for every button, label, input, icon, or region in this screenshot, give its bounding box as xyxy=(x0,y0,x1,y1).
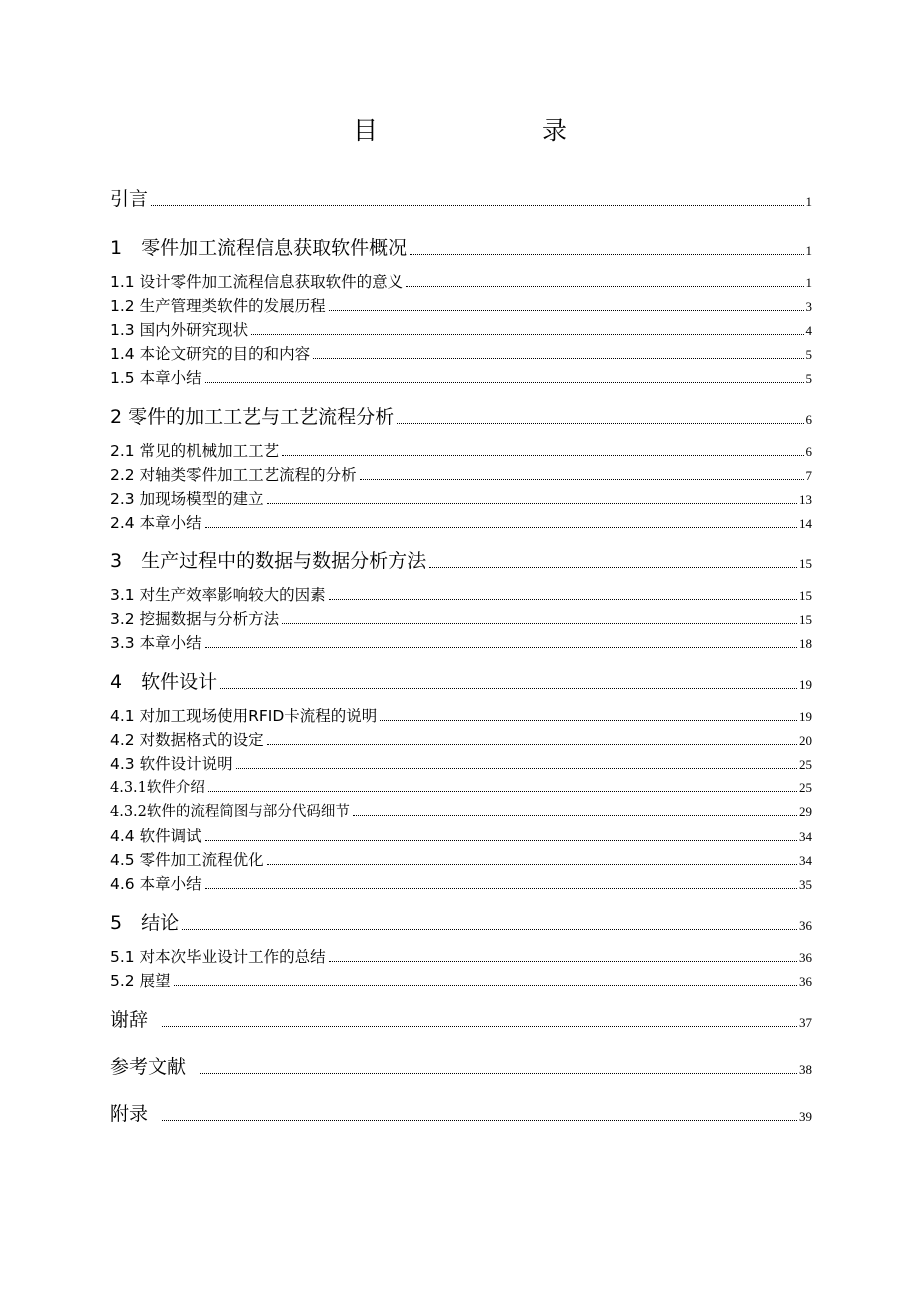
toc-entry-3-1[interactable] xyxy=(110,583,812,605)
toc-page-number: 1 xyxy=(805,194,812,209)
toc-entry-5-2[interactable] xyxy=(110,969,812,991)
dot-leader xyxy=(380,720,797,721)
toc-entry-text: 5.1 对本次毕业设计工作的总结 xyxy=(110,948,326,966)
toc-entry-text: 谢辞 xyxy=(110,1009,149,1031)
toc-entry-text: 1.5 本章小结 xyxy=(110,369,202,387)
toc-page-number: 13 xyxy=(799,492,812,507)
toc-title: 目 录 xyxy=(352,116,605,145)
toc-page-number: 37 xyxy=(799,1015,812,1030)
toc-page-number: 5 xyxy=(805,371,812,386)
toc-page-number: 34 xyxy=(799,829,812,844)
toc-entry-text: 4.5 零件加工流程优化 xyxy=(110,851,264,869)
dot-leader xyxy=(205,647,797,648)
toc-page-number: 6 xyxy=(805,444,812,459)
dot-leader xyxy=(174,985,797,986)
dot-leader xyxy=(267,503,797,504)
dot-leader xyxy=(406,286,803,287)
dot-leader xyxy=(205,382,804,383)
toc-page-number: 15 xyxy=(799,612,812,627)
toc-entry-text: 2.4 本章小结 xyxy=(110,514,202,532)
toc-page-number: 1 xyxy=(805,243,812,258)
toc-page-number: 14 xyxy=(799,516,812,531)
dot-leader xyxy=(397,423,803,424)
toc-page-number: 20 xyxy=(799,733,812,748)
dot-leader xyxy=(251,334,803,335)
toc-entry-intro[interactable] xyxy=(110,184,812,211)
toc-entry-1-1[interactable] xyxy=(110,270,812,292)
dot-leader xyxy=(267,744,797,745)
toc-entry-5-1[interactable] xyxy=(110,945,812,967)
toc-entry-text: 5 结论 xyxy=(110,912,180,934)
toc-entry-chapter-2[interactable] xyxy=(110,402,812,429)
dot-leader xyxy=(182,929,797,930)
toc-entry-text: 4.6 本章小结 xyxy=(110,875,202,893)
dot-leader xyxy=(162,1026,797,1027)
dot-leader xyxy=(329,310,804,311)
toc-entry-text: 3.1 对生产效率影响较大的因素 xyxy=(110,586,326,604)
toc-entry-1-4[interactable] xyxy=(110,342,812,364)
toc-entry-text: 3 生产过程中的数据与数据分析方法 xyxy=(110,550,427,572)
toc-entry-text: 3.3 本章小结 xyxy=(110,634,202,652)
dot-leader xyxy=(282,455,803,456)
toc-entry-text: 4.3.1软件介绍 xyxy=(110,780,205,796)
toc-page-number: 25 xyxy=(799,780,812,795)
toc-page-number: 6 xyxy=(805,412,812,427)
toc-page-number: 18 xyxy=(799,636,812,651)
dot-leader xyxy=(353,815,797,816)
toc-page-number: 7 xyxy=(805,468,812,483)
dot-leader xyxy=(313,358,803,359)
toc-entry-text: 4 软件设计 xyxy=(110,671,218,693)
toc-entry-text: 2 零件的加工工艺与工艺流程分析 xyxy=(110,406,395,428)
dot-leader xyxy=(429,567,797,568)
toc-entry-text: 4.4 软件调试 xyxy=(110,827,202,845)
toc-entry-text: 4.2 对数据格式的设定 xyxy=(110,731,264,749)
dot-leader xyxy=(282,623,797,624)
toc-page-number: 25 xyxy=(799,757,812,772)
toc-entry-text: 引言 xyxy=(110,188,149,210)
toc-entry-4-5[interactable] xyxy=(110,848,812,870)
toc-page-number: 5 xyxy=(805,347,812,362)
toc-entry-1-2[interactable] xyxy=(110,294,812,316)
dot-leader xyxy=(220,688,797,689)
toc-entry-text: 1.4 本论文研究的目的和内容 xyxy=(110,345,311,363)
toc-entry-chapter-1[interactable] xyxy=(110,233,812,260)
dot-leader xyxy=(329,599,797,600)
toc-page-number: 15 xyxy=(799,588,812,603)
dot-leader xyxy=(151,205,803,206)
toc-page-number: 1 xyxy=(805,275,812,290)
toc-page-number: 36 xyxy=(799,918,812,933)
toc-entry-4-3-2[interactable] xyxy=(110,800,812,821)
dot-leader xyxy=(162,1120,797,1121)
toc-entry-text: 5.2 展望 xyxy=(110,972,171,990)
toc-entry-acknowledgements[interactable] xyxy=(110,1005,812,1032)
toc-entry-chapter-3[interactable] xyxy=(110,546,812,573)
toc-entry-text: 1.1 设计零件加工流程信息获取软件的意义 xyxy=(110,273,404,291)
toc-entry-text: 附录 xyxy=(110,1103,149,1125)
dot-leader xyxy=(205,840,797,841)
toc-page-number: 15 xyxy=(799,556,812,571)
dot-leader xyxy=(360,479,804,480)
toc-entry-4-2[interactable] xyxy=(110,728,812,750)
toc-entry-4-3-1[interactable] xyxy=(110,776,812,797)
toc-entry-2-1[interactable] xyxy=(110,439,812,461)
toc-entry-text: 3.2 挖掘数据与分析方法 xyxy=(110,610,280,628)
toc-entry-3-2[interactable] xyxy=(110,607,812,629)
toc-page-number: 34 xyxy=(799,853,812,868)
toc-entry-1-5[interactable] xyxy=(110,366,812,388)
toc-page-number: 36 xyxy=(799,974,812,989)
toc-entry-chapter-4[interactable] xyxy=(110,667,812,694)
toc-entry-2-2[interactable] xyxy=(110,463,812,485)
dot-leader xyxy=(410,254,803,255)
toc-page-number: 29 xyxy=(799,804,812,819)
toc-entry-appendix[interactable] xyxy=(110,1099,812,1126)
toc-entry-references[interactable] xyxy=(110,1052,812,1079)
toc-page-number: 39 xyxy=(799,1109,812,1124)
toc-entry-text: 4.3.2软件的流程简图与部分代码细节 xyxy=(110,804,350,820)
toc-entry-4-6[interactable] xyxy=(110,872,812,894)
dot-leader xyxy=(200,1073,797,1074)
toc-entry-text: 2.2 对轴类零件加工工艺流程的分析 xyxy=(110,466,357,484)
toc-page-number: 4 xyxy=(805,323,812,338)
toc-entry-text: 4.1 对加工现场使用RFID卡流程的说明 xyxy=(110,707,378,725)
toc-entry-4-4[interactable] xyxy=(110,824,812,846)
dot-leader xyxy=(267,864,797,865)
toc-entry-2-4[interactable] xyxy=(110,511,812,533)
toc-entry-text: 1 零件加工流程信息获取软件概况 xyxy=(110,237,408,259)
dot-leader xyxy=(205,888,797,889)
toc-entry-4-3[interactable] xyxy=(110,752,812,774)
toc-entry-4-1[interactable] xyxy=(110,704,812,726)
toc-entry-1-3[interactable] xyxy=(110,318,812,340)
dot-leader xyxy=(236,768,797,769)
toc-entry-text: 参考文献 xyxy=(110,1056,187,1078)
toc-page-number: 3 xyxy=(805,299,812,314)
toc-page-number: 19 xyxy=(799,709,812,724)
toc-entry-3-3[interactable] xyxy=(110,631,812,653)
toc-entry-text: 1.3 国内外研究现状 xyxy=(110,321,249,339)
toc-page-number: 35 xyxy=(799,877,812,892)
toc-page-number: 19 xyxy=(799,677,812,692)
toc-entry-chapter-5[interactable] xyxy=(110,908,812,935)
dot-leader xyxy=(205,527,797,528)
dot-leader xyxy=(208,791,797,792)
toc-entry-text: 4.3 软件设计说明 xyxy=(110,755,233,773)
toc-entry-2-3[interactable] xyxy=(110,487,812,509)
toc-page-number: 36 xyxy=(799,950,812,965)
toc-entry-text: 1.2 生产管理类软件的发展历程 xyxy=(110,297,326,315)
toc-page-number: 38 xyxy=(799,1062,812,1077)
dot-leader xyxy=(329,961,797,962)
toc-entry-text: 2.3 加现场模型的建立 xyxy=(110,490,264,508)
toc-entry-text: 2.1 常见的机械加工工艺 xyxy=(110,442,280,460)
